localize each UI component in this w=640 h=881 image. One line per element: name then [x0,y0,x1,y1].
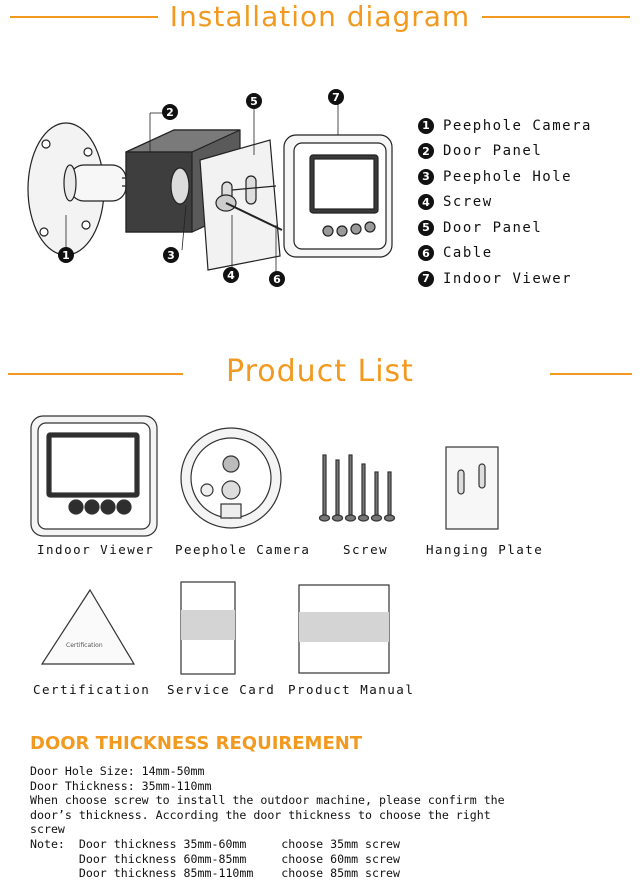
legend-label: Screw [443,194,493,211]
caption-indoor-viewer: Indoor Viewer [37,542,155,557]
legend-item: 3 Peephole Hole [418,164,592,190]
callout-2: 2 [162,104,178,120]
requirement-line: Door Hole Size: 14mm-50mm [30,764,205,778]
installation-legend [418,113,592,292]
certification-mark: Certification [66,642,103,649]
requirement-line: door’s thickness. According the door thickness to choose the right [30,807,491,822]
product-list-title: Product List [226,354,414,389]
installation-title: Installation diagram [169,0,471,33]
legend-label: Door Panel [443,143,543,160]
requirement-line: screw [30,822,65,837]
requirement-note-line: Note: Door thickness 35mm-60mm choose 35mm screw [30,837,400,851]
caption-product-manual: Product Manual [288,682,415,697]
requirement-line: Door Thickness: 35mm-110mm [30,778,212,793]
legend-item: 4 Screw [418,190,592,216]
legend-label: Door Panel [443,219,543,236]
caption-service-card: Service Card [167,682,276,697]
caption-certification: Certification [33,682,151,697]
callout-3: 3 [163,247,179,263]
legend-item: 7 Indoor Viewer [418,266,592,292]
legend-item: 6 Cable [418,241,592,267]
callout-5: 5 [246,93,262,109]
legend-label: Indoor Viewer [443,270,573,287]
caption-hanging-plate: Hanging Plate [426,542,544,557]
requirement-title: DOOR THICKNESS REQUIREMENT [30,733,363,754]
legend-item: 2 Door Panel [418,139,592,165]
legend-label: Cable [443,245,493,262]
legend-item: 1 Peephole Camera [418,113,592,139]
callout-6: 6 [269,271,285,287]
requirement-note-line: Door thickness 60mm-85mm choose 60mm screw [30,851,400,866]
product-screws [320,455,395,521]
caption-peephole-camera: Peephole Camera [175,542,311,557]
product-certification [42,590,134,664]
callout-1: 1 [58,247,74,263]
requirement-line: When choose screw to install the outdoor machine, please confirm the [30,793,505,808]
hanging-plate [200,140,280,270]
callout-7: 7 [328,89,344,105]
caption-screw: Screw [343,542,389,557]
peephole-camera-barrel [70,165,126,201]
product-hanging-plate [446,447,498,529]
requirement-note-line: Door thickness 85mm-110mm choose 85mm screw [30,866,400,881]
callout-4: 4 [223,267,239,283]
legend-item: 5 Door Panel [418,215,592,241]
legend-label: Peephole Hole [443,168,573,185]
legend-label: Peephole Camera [443,117,592,134]
